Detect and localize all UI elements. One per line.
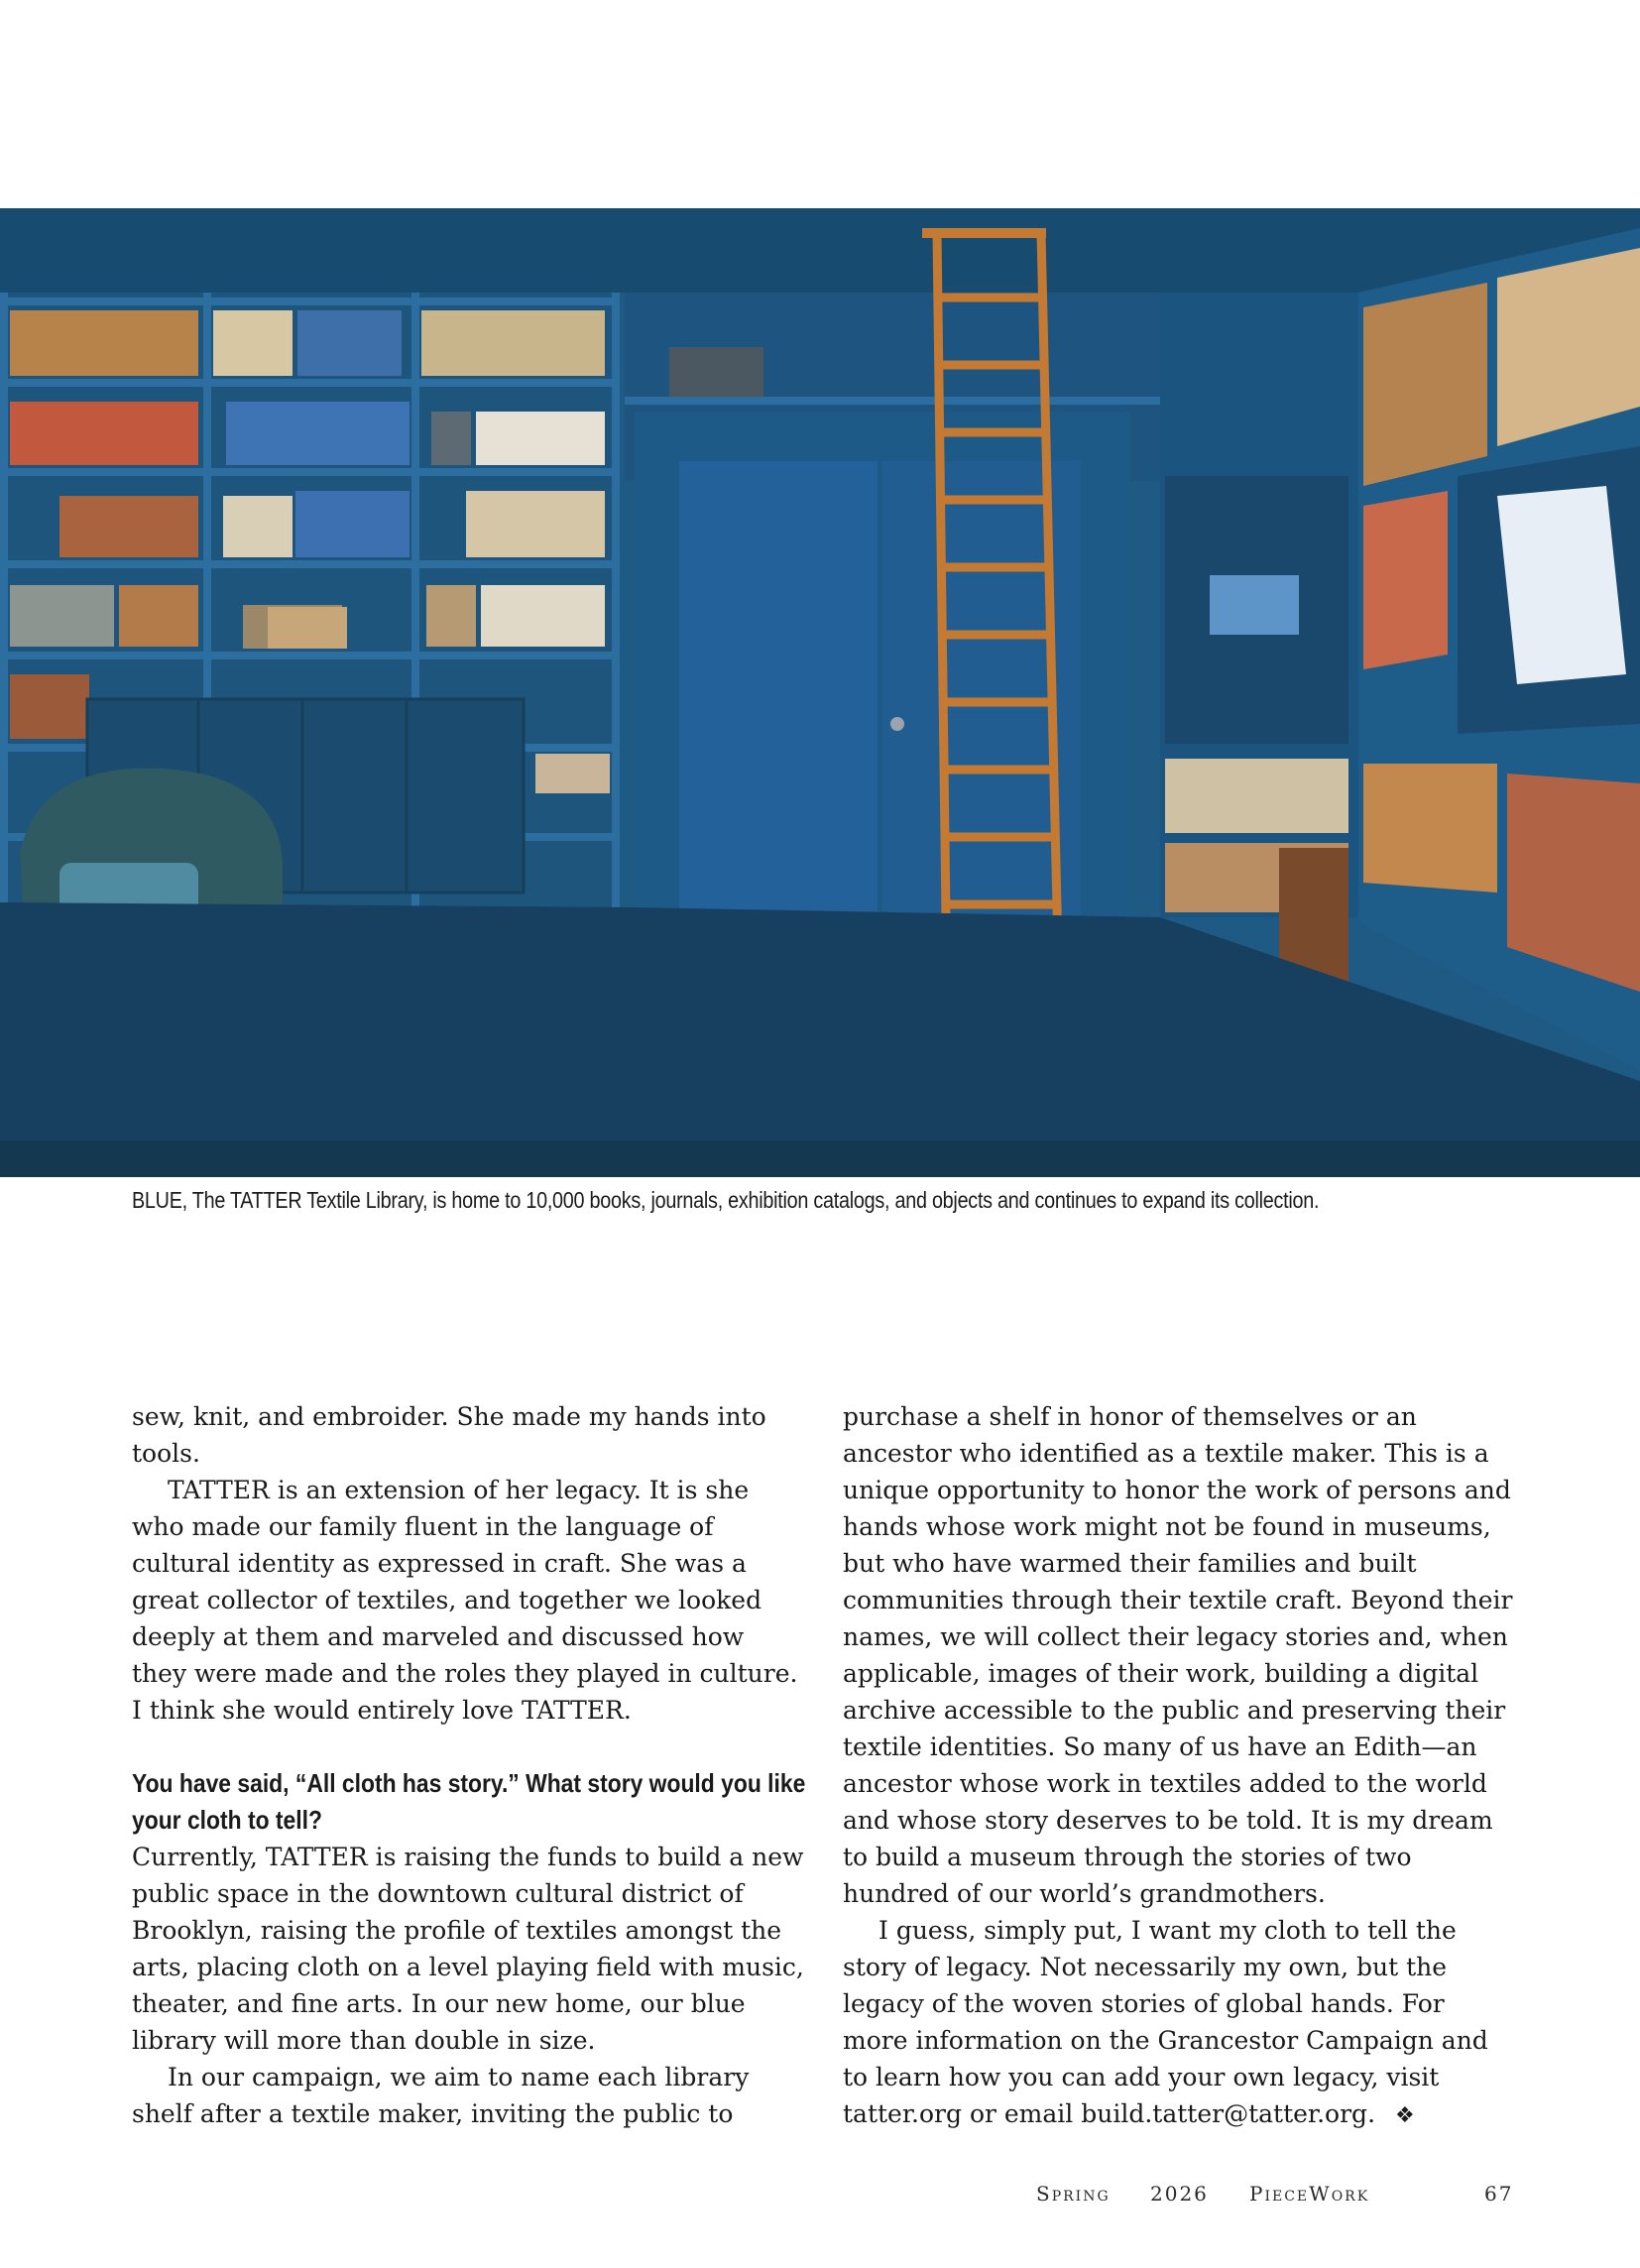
paragraph: sew, knit, and embroider. She made my hands into tools. [132, 1402, 766, 1468]
footer-year: 2026 [1150, 2182, 1209, 2206]
end-mark-icon: ❖ [1395, 2103, 1415, 2128]
page-number: 67 [1484, 2182, 1514, 2206]
paragraph: In our campaign, we aim to name each library shelf after a textile maker, inviting the public to [132, 2063, 750, 2128]
paragraph-text: I guess, simply put, I want my cloth to tell the story of legacy. Not necessarily my own, but the legacy of the woven stories of global hands. For more information on the Grancestor Campaign and to learn how you can add your own legacy, visit tatter.org or email build.tatter@tatter.org. [843, 1916, 1488, 2128]
paragraph [843, 1912, 1517, 2134]
interview-question: You have said, “All cloth has story.” What story would you like your cloth to tell? [132, 1768, 806, 1835]
paragraph: Currently, TATTER is raising the funds to build a new public space in the downtown cultural district of Brooklyn, raising the profile of textiles amongst the arts, placing cloth on a level playing field with music, theater, and fine arts. In our new home, our blue library will more than double in size. [132, 1843, 804, 2055]
library-photo [0, 208, 1640, 1177]
footer-magazine: PieceWork [1249, 2182, 1370, 2206]
paragraph: purchase a shelf in honor of themselves or an ancestor who identified as a textile maker. This is a unique opportunity to honor the work of persons and hands whose work might not be found in museums, but who have warmed their families and built communities through their textile craft. Beyond their names, we will collect their legacy stories and, when applicable, images of their work, building a digital archive accessible to the public and preserving their textile identities. So many of us have an Edith—an ancestor whose work in textiles added to the world and whose story deserves to be told. It is my dream to build a museum through the stories of two hundred of our world’s grandmothers. [843, 1402, 1513, 1908]
left-column [132, 1398, 806, 2132]
right-column [843, 1398, 1517, 2134]
photo-caption: BLUE, The TATTER Textile Library, is home to 10,000 books, journals, exhibition catalogs, and objects and continues to expand its collection. [132, 1187, 1320, 1213]
footer-season: Spring [1036, 2182, 1111, 2206]
paragraph: TATTER is an extension of her legacy. It is she who made our family fluent in the language of cultural identity as expressed in craft. She was a great collector of textiles, and together we looked deeply at them and marveled and discussed how they were made and the roles they played in culture. I think she would entirely love TATTER. [132, 1476, 798, 1725]
